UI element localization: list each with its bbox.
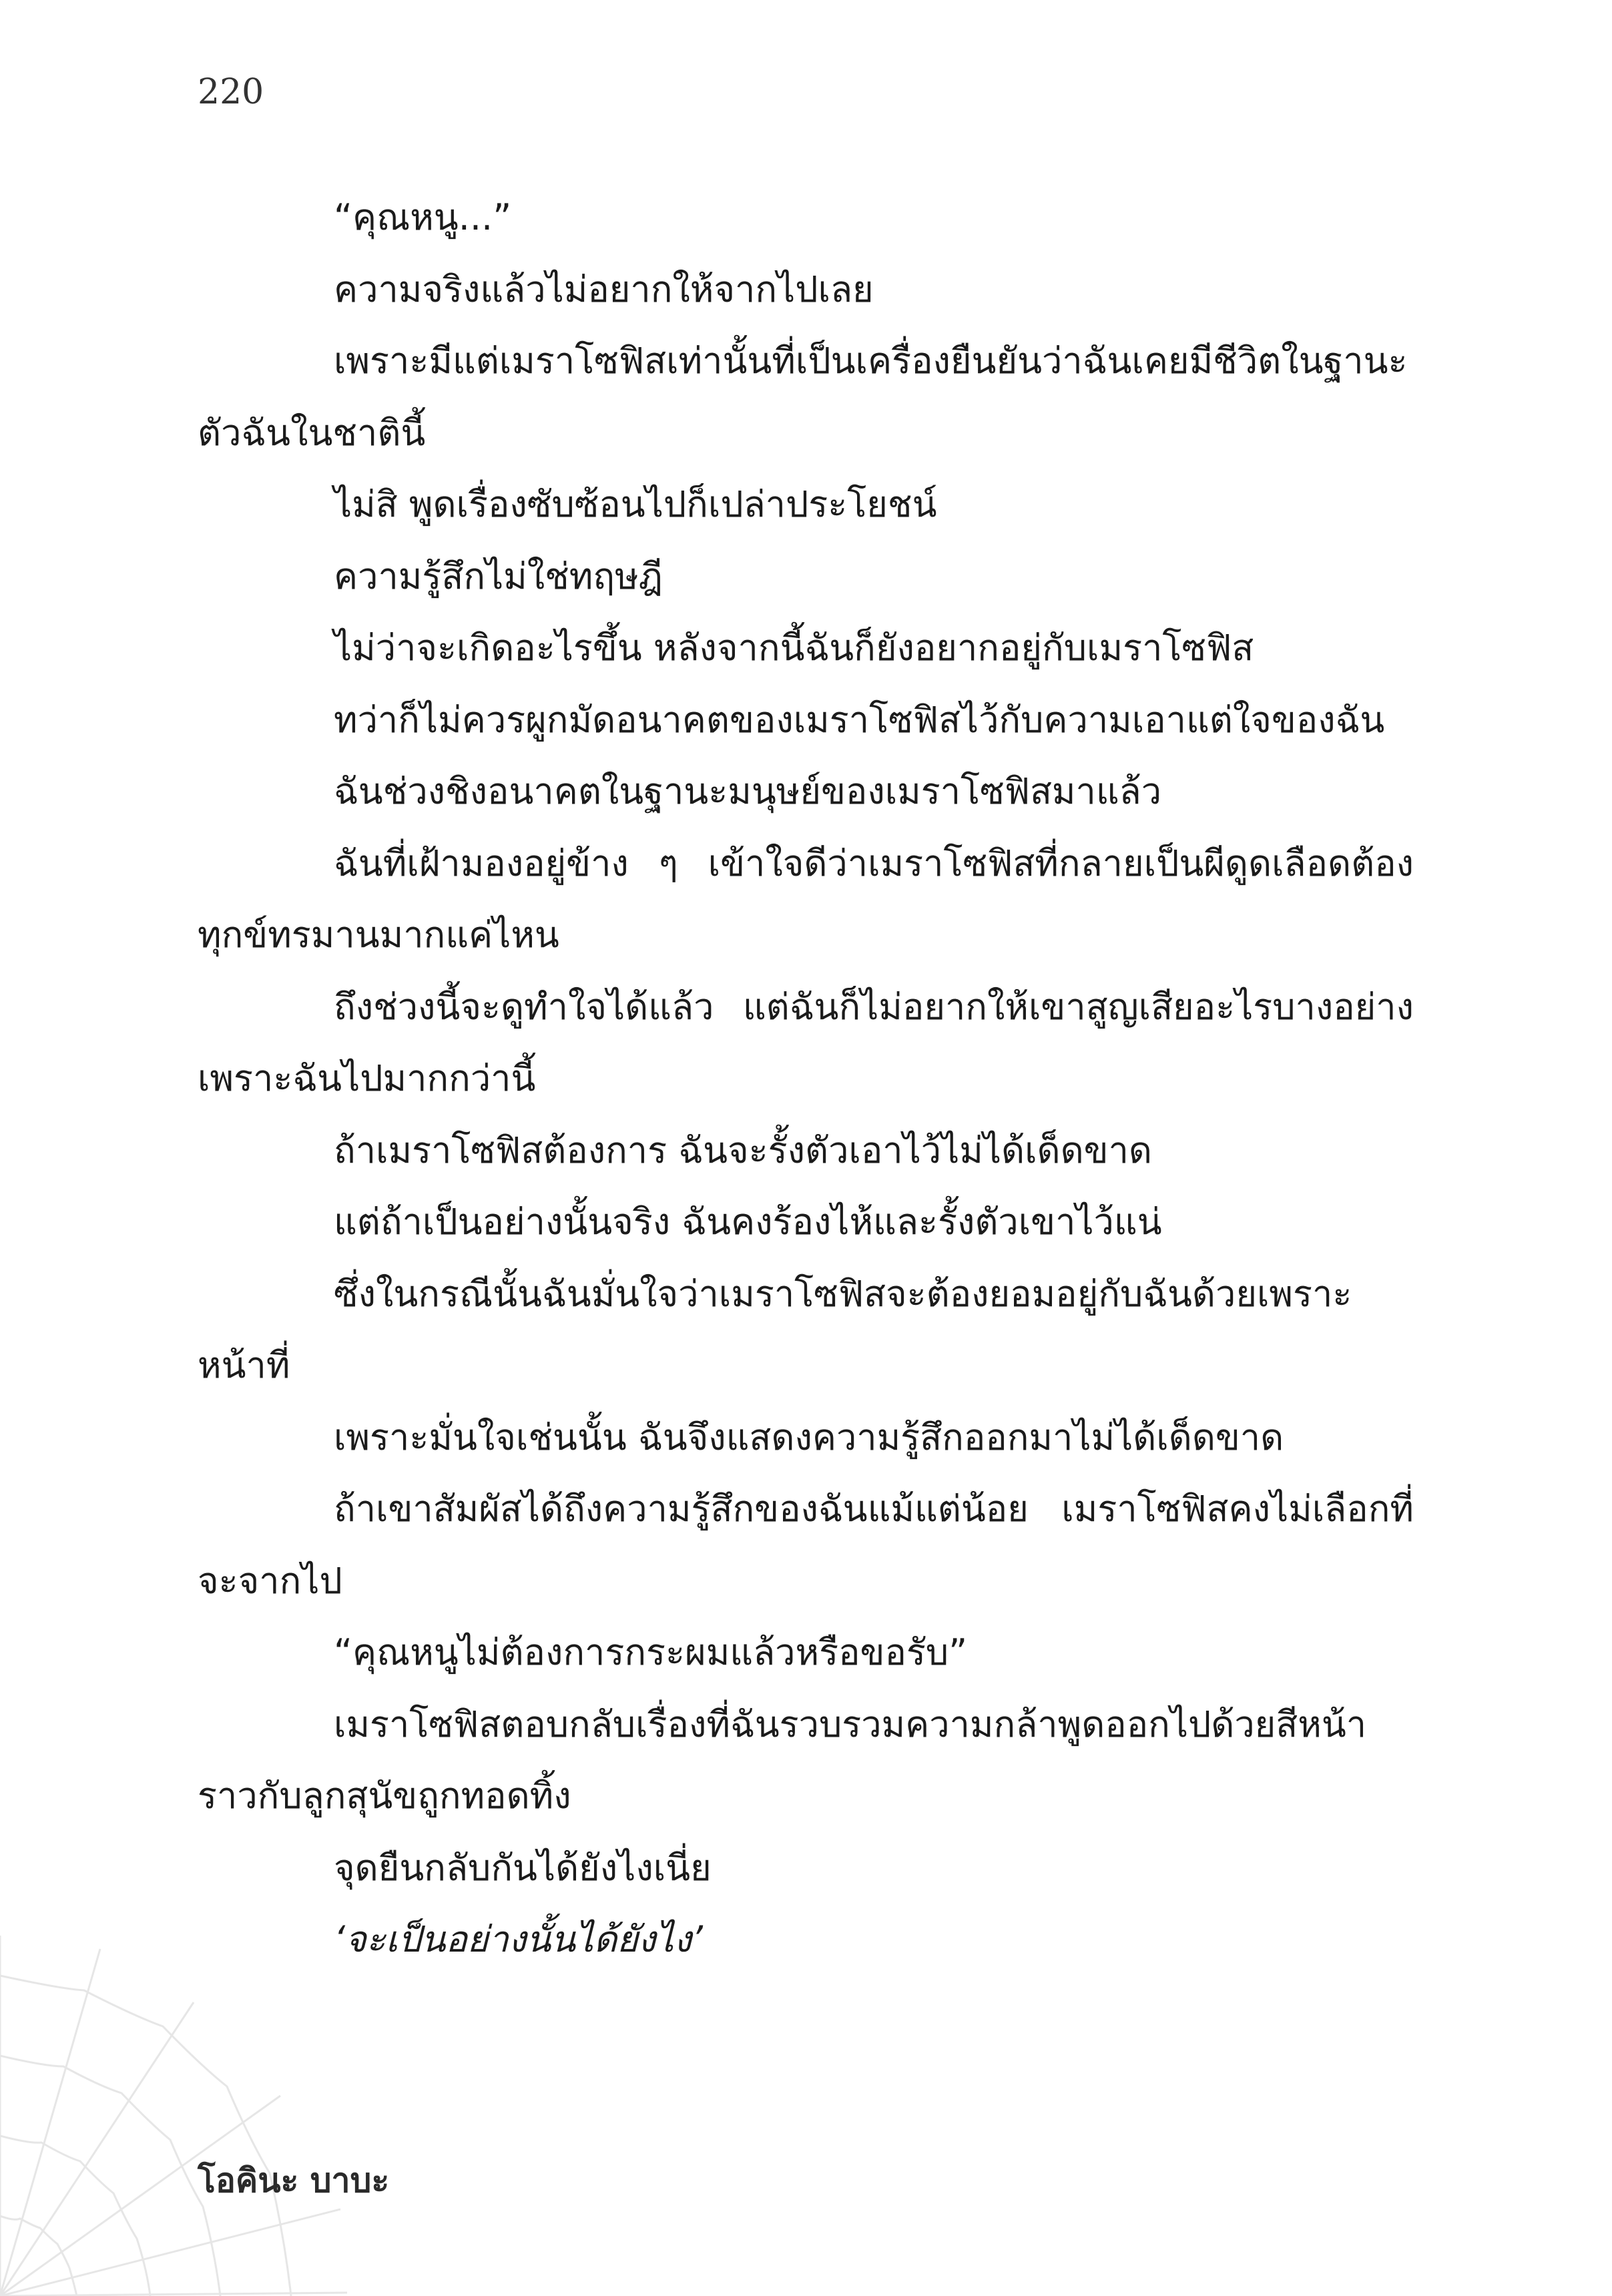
paragraph: จุดยืนกลับกันได้ยังไงเนี่ย xyxy=(334,1846,712,1889)
paragraph: “คุณหนูไม่ต้องการกระผมแล้วหรือขอรับ” xyxy=(334,1631,968,1673)
paragraph: เพราะมั่นใจเช่นนั้น ฉันจึงแสดงความรู้สึกออกมาไม่ได้เด็ดขาด xyxy=(334,1416,1284,1458)
paragraph: ไม่ว่าจะเกิดอะไรขึ้น หลังจากนี้ฉันก็ยังอยากอยู่กับเมราโซฟิส xyxy=(334,627,1254,669)
paragraph: ฉันช่วงชิงอนาคตในฐานะมนุษย์ของเมราโซฟิสมาแล้ว xyxy=(334,770,1162,812)
paragraph: แต่ถ้าเป็นอย่างนั้นจริง ฉันคงร้องไห้และรั้งตัวเขาไว้แน่ xyxy=(334,1201,1162,1243)
page-number: 220 xyxy=(198,72,264,112)
paragraph: ทว่าก็ไม่ควรผูกมัดอนาคตของเมราโซฟิสไว้กับความเอาแต่ใจของฉัน xyxy=(334,698,1385,741)
paragraph: ถ้าเมราโซฟิสต้องการ ฉันจะรั้งตัวเอาไว้ไม่ได้เด็ดขาด xyxy=(334,1129,1152,1171)
body-text xyxy=(198,182,1414,2157)
paragraph: ความรู้สึกไม่ใช่ทฤษฎี xyxy=(334,555,663,597)
paragraph: เพราะมีแต่เมราโซฟิสเท่านั้นที่เป็นเครื่องยืนยันว่าฉันเคยมีชีวิตในฐานะตัวฉันในชาตินี้ xyxy=(198,340,1408,454)
paragraph: ถึงช่วงนี้จะดูทำใจได้แล้ว แต่ฉันก็ไม่อยากให้เขาสูญเสียอะไรบางอย่างเพราะฉันไปมากกว่านี้ xyxy=(198,985,1414,1099)
paragraph: ไม่สิ พูดเรื่องซับซ้อนไปก็เปล่าประโยชน์ xyxy=(334,483,937,525)
paragraph: ซึ่งในกรณีนั้นฉันมั่นใจว่าเมราโซฟิสจะต้องยอมอยู่กับฉันด้วยเพราะหน้าที่ xyxy=(198,1272,1352,1386)
paragraph: เมราโซฟิสตอบกลับเรื่องที่ฉันรวบรวมความกล้าพูดออกไปด้วยสีหน้าราวกับลูกสุนัขถูกทอดทิ้ง xyxy=(198,1703,1367,1817)
cobweb-icon xyxy=(0,1909,347,2296)
footer-author: โอคินะ บาบะ xyxy=(198,2161,390,2200)
paragraph: “คุณหนู...” xyxy=(334,196,512,238)
paragraph-italic-thought: ‘จะเป็นอย่างนั้นได้ยังไง’ xyxy=(334,1918,703,1960)
paragraph: ถ้าเขาสัมผัสได้ถึงความรู้สึกของฉันแม้แต่น้อย เมราโซฟิสคงไม่เลือกที่จะจากไป xyxy=(198,1488,1414,1602)
paragraph: ความจริงแล้วไม่อยากให้จากไปเลย xyxy=(334,268,874,310)
paragraph: ฉันที่เฝ้ามองอยู่ข้าง ๆ เข้าใจดีว่าเมราโซฟิสที่กลายเป็นผีดูดเลือดต้องทุกข์ทรมานมากแค่ไหน xyxy=(198,842,1414,956)
